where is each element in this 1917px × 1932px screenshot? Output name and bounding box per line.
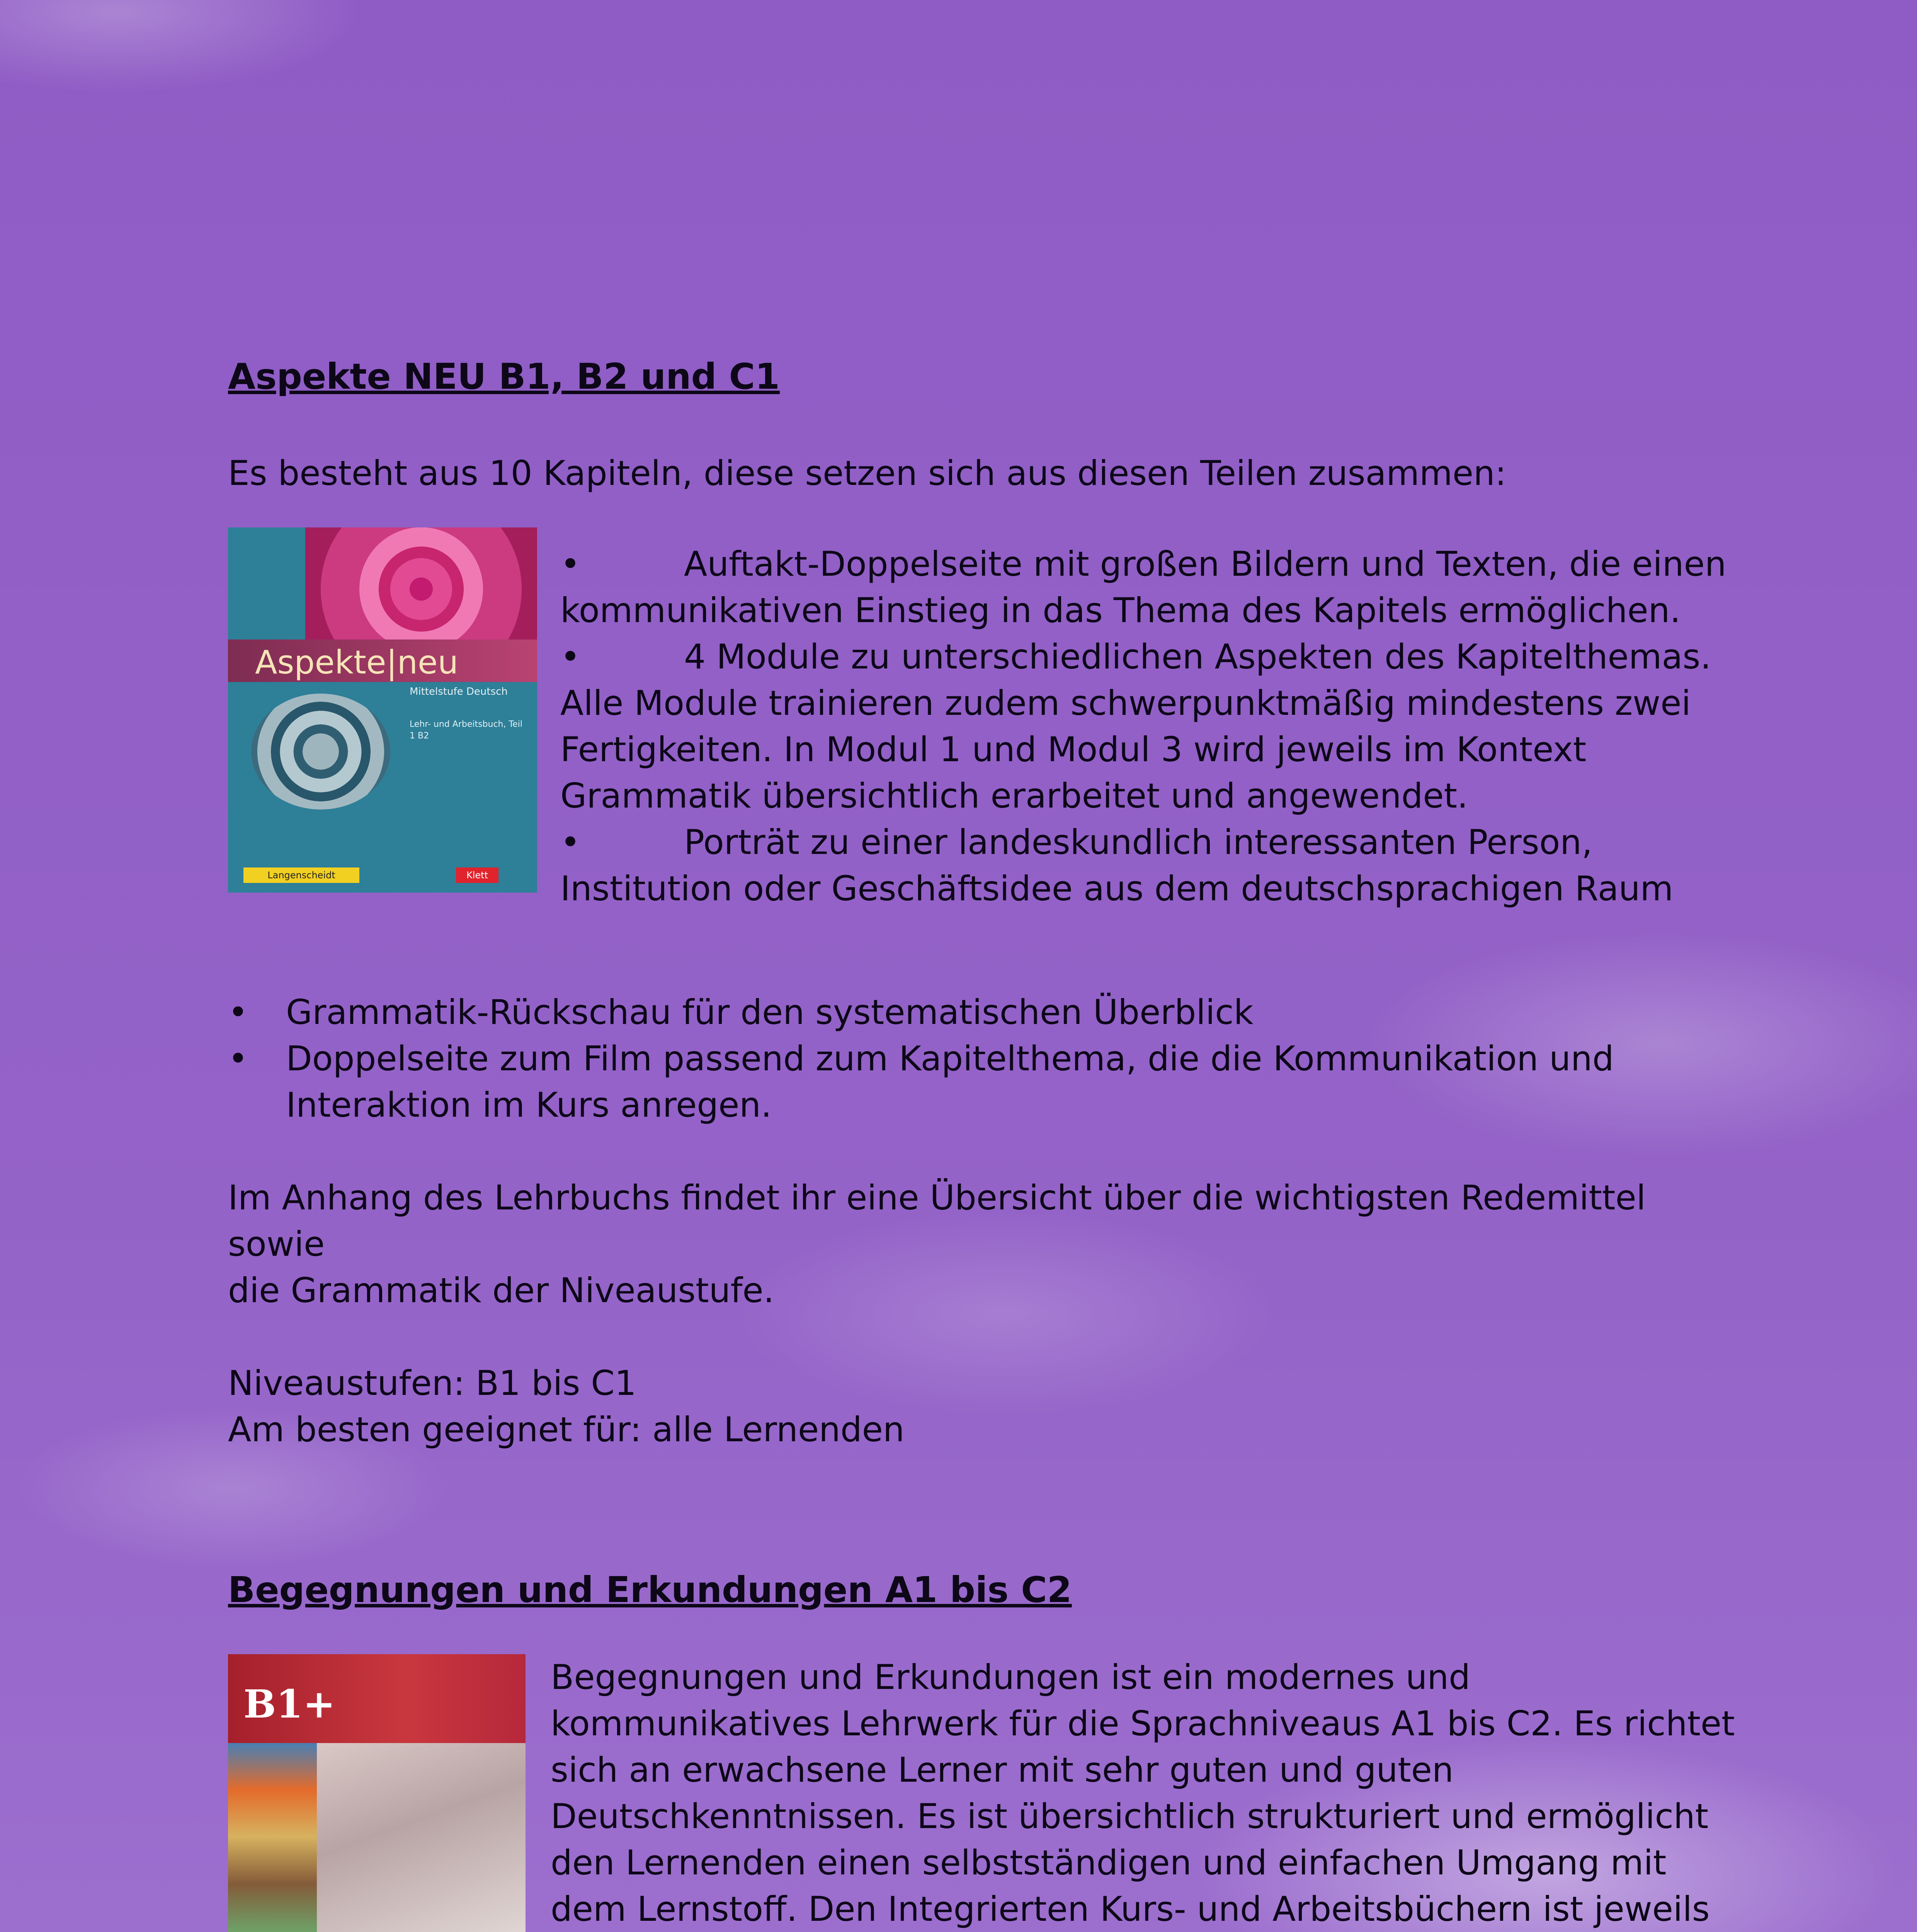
- text-line: den Lernenden einen selbstständigen und einfachen Umgang mit: [551, 1842, 1667, 1883]
- document-content: [228, 355, 1735, 1932]
- cover-crowd-photo: [317, 1743, 526, 1932]
- text-line: Deutschkenntnissen. Es ist übersichtlich strukturiert und ermöglicht: [551, 1796, 1709, 1836]
- bullet-continuation: Institution oder Geschäftsidee aus dem deutschsprachigen Raum: [560, 869, 1674, 909]
- aspekte-cover-image: [228, 527, 537, 893]
- cover-level: B1+: [243, 1681, 335, 1727]
- bullet-continuation: Alle Module trainieren zudem schwerpunktmäßig mindestens zwei: [560, 683, 1691, 723]
- cover-title: Aspekte|neu: [255, 643, 458, 682]
- text-line: sich an erwachsene Lerner mit sehr guten und guten: [551, 1750, 1454, 1790]
- heading-begegnungen: Begegnungen und Erkundungen A1 bis C2: [228, 1569, 1072, 1611]
- rose-image: [305, 527, 537, 639]
- aspekte-list: [228, 989, 1696, 1128]
- cover-small-text: Lehr- und Arbeitsbuch, Teil 1 B2: [410, 719, 522, 741]
- bullet-item: • Porträt zu einer landeskundlich interessanten Person,: [560, 822, 1593, 862]
- bullet-item: • 4 Module zu unterschiedlichen Aspekten des Kapitelthemas.: [560, 637, 1711, 677]
- cover-subtitle: Mittelstufe Deutsch: [410, 686, 508, 698]
- bullet-continuation: Grammatik übersichtlich erarbeitet und angewendet.: [560, 776, 1468, 816]
- bullet-continuation: Fertigkeiten. In Modul 1 und Modul 3 wird jeweils im Kontext: [560, 730, 1587, 770]
- text-line: Begegnungen und Erkundungen ist ein modernes und: [551, 1657, 1470, 1697]
- cover-photo-strip: [228, 1743, 317, 1932]
- begegnungen-cover-image: [228, 1654, 526, 1932]
- list-item: • Grammatik-Rückschau für den systematischen Überblick: [228, 992, 1254, 1032]
- rose-window-image: [251, 694, 390, 810]
- text-line: kommunikatives Lehrwerk für die Sprachniveaus A1 bis C2. Es richtet: [551, 1703, 1735, 1743]
- text-line: dem Lernstoff. Den Integrierten Kurs- und Arbeitsbüchern ist jeweils: [551, 1889, 1710, 1929]
- list-item: • Doppelseite zum Film passend zum Kapitelthema, die die Kommunikation und Interaktion im Kurs anregen.: [228, 1039, 1614, 1125]
- suited-text: Am besten geeignet für: alle Lernenden: [228, 1410, 905, 1450]
- levels-text: Niveaustufen: B1 bis C1: [228, 1363, 636, 1403]
- begegnungen-text: [551, 1654, 1903, 1932]
- publisher-logo: Klett: [456, 867, 498, 883]
- aspekte-block: [228, 527, 1726, 991]
- begegnungen-block: [228, 1654, 1735, 1932]
- bullet-item: • Auftakt-Doppelseite mit großen Bildern und Texten, die einen: [560, 544, 1726, 584]
- publisher-badge: Langenscheidt: [243, 867, 359, 883]
- bullet-continuation: kommunikativen Einstieg in das Thema des Kapitels ermöglichen.: [560, 590, 1681, 631]
- appendix-text: Im Anhang des Lehrbuchs findet ihr eine Übersicht über die wichtigsten Redemittel sowie die Grammatik der Niveaustufe.: [228, 1178, 1646, 1311]
- intro-text: Es besteht aus 10 Kapiteln, diese setzen sich aus diesen Teilen zusammen:: [228, 453, 1507, 493]
- aspekte-bullets: [560, 527, 1913, 912]
- heading-aspekte: Aspekte NEU B1, B2 und C1: [228, 356, 780, 397]
